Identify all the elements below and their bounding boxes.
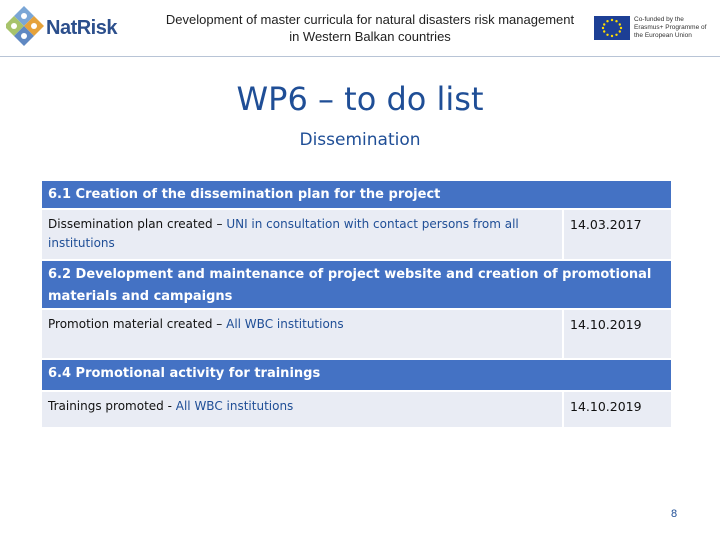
task-heading: 6.4 Promotional activity for trainings	[48, 366, 321, 381]
logo-text: NatRisk	[46, 17, 117, 39]
responsible-text: All WBC institutions	[175, 399, 294, 413]
task-deadline: 14.10.2019	[562, 310, 671, 358]
task-heading: 6.2 Development and maintenance of project website and creation of promotional materials and campaigns	[48, 267, 652, 304]
deliverable-text: Dissemination plan created –	[48, 217, 227, 231]
natrisk-logo-icon	[6, 4, 46, 50]
eu-cofunded-text: Co-funded by the Erasmus+ Programme of the European Union	[634, 16, 707, 39]
task-detail-row	[42, 392, 671, 427]
task-heading: 6.1 Creation of the dissemination plan for the project	[48, 187, 441, 202]
slide-subtitle: Dissemination	[299, 130, 421, 150]
slide-title: WP6 – to do list	[236, 80, 484, 118]
task-heading-row	[42, 261, 671, 310]
task-heading-row	[42, 360, 671, 392]
deliverable-text: Trainings promoted -	[48, 399, 176, 413]
task-deadline: 14.03.2017	[562, 210, 671, 259]
task-deliverable	[48, 215, 548, 253]
header-divider	[0, 56, 720, 57]
slide-header	[0, 0, 720, 56]
task-heading-row	[42, 181, 671, 210]
page-number: 8	[670, 508, 678, 520]
responsible-text: UNI in consultation with contact persons from all institutions	[48, 217, 519, 250]
project-title: Development of master curricula for natural disasters risk management in Western Balkan countries	[165, 12, 575, 44]
task-deliverable	[48, 397, 548, 416]
deliverable-text: Promotion material created –	[48, 317, 227, 331]
responsible-text: All WBC institutions	[226, 317, 344, 331]
task-detail-row	[42, 310, 671, 358]
task-detail-row	[42, 210, 671, 259]
eu-cofunded-logo	[594, 16, 714, 40]
task-deadline: 14.10.2019	[562, 392, 671, 427]
eu-flag-icon	[594, 16, 630, 40]
natrisk-logo	[6, 4, 116, 50]
task-deliverable	[48, 315, 548, 334]
